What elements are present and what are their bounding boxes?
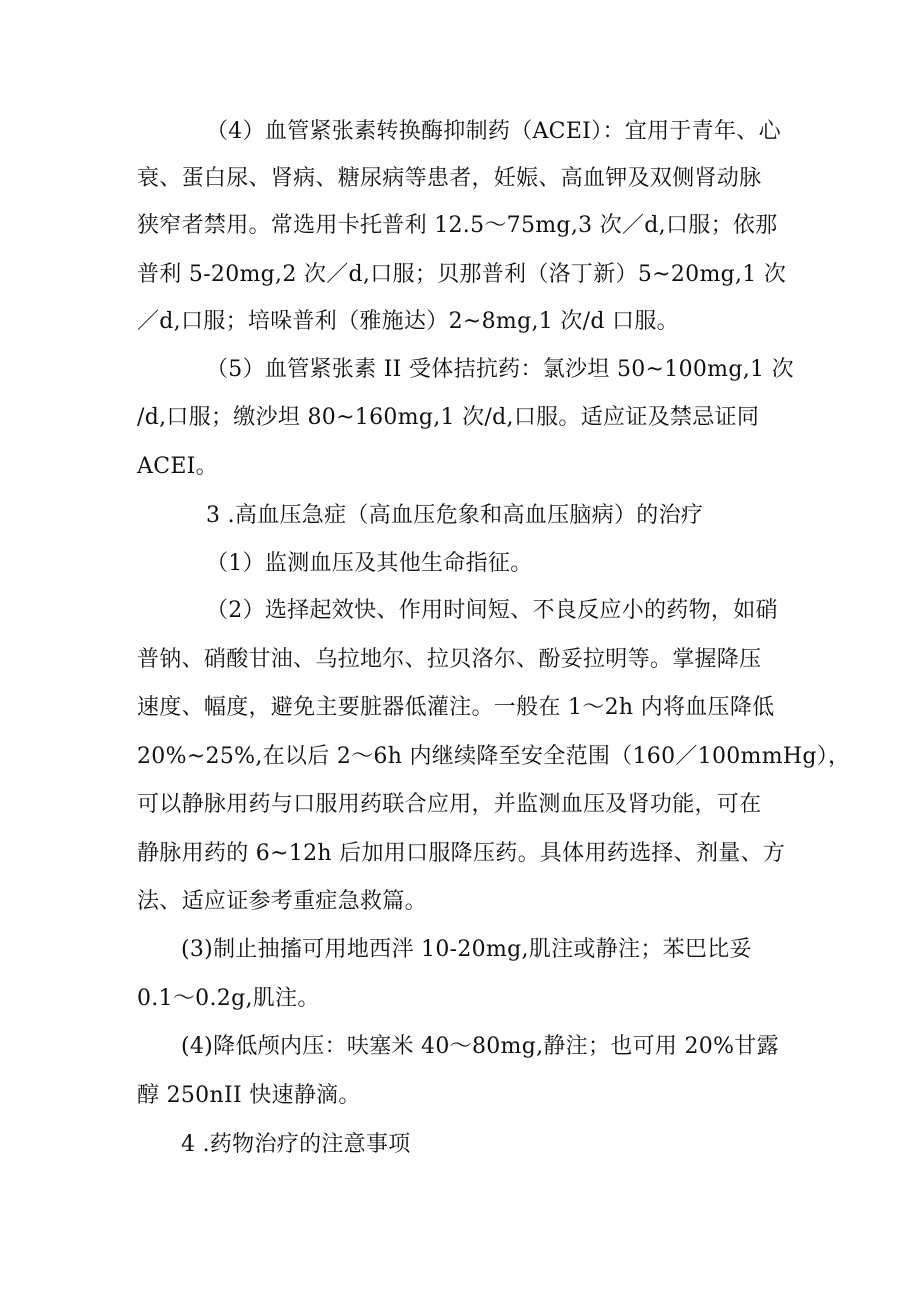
text-line: ／d,口服；培哚普利（雅施达）2~8mg,1 次/d 口服。 [137, 309, 679, 334]
text-line: 普钠、硝酸甘油、乌拉地尔、拉贝洛尔、酚妥拉明等。掌握降压 [137, 647, 762, 672]
text-line: ACEI。 [137, 454, 218, 479]
text-line: 普利 5-20mg,2 次／d,口服；贝那普利（洛丁新）5~20mg,1 次 [137, 262, 787, 287]
text-line: 静脉用药的 6~12h 后加用口服降压药。具体用药选择、剂量、方 [137, 841, 786, 866]
text-line: 速度、幅度，避免主要脏器低灌注。一般在 1～2h 内将血压降低 [137, 695, 775, 720]
section-heading: 3 .高血压急症（高血压危象和高血压脑病）的治疗 [206, 503, 704, 528]
text-line: /d,口服；缴沙坦 80~160mg,1 次/d,口服。适应证及禁忌证同 [137, 405, 760, 430]
text-line: （1）监测血压及其他生命指征。 [206, 551, 533, 576]
section-heading: 4 .药物治疗的注意事项 [181, 1132, 411, 1157]
text-line: （5）血管紧张素 II 受体拮抗药：氯沙坦 50~100mg,1 次 [206, 357, 794, 382]
text-line: 醇 250nII 快速静滴。 [137, 1083, 361, 1108]
text-line: （2）选择起效快、作用时间短、不良反应小的药物，如硝 [206, 598, 778, 623]
text-line: 20%~25%,在以后 2～6h 内继续降至安全范围（160／100mmHg）， [137, 744, 851, 769]
text-line: （4）血管紧张素转换酶抑制药（ACEI）：宜用于青年、心 [206, 119, 781, 144]
text-line: 0.1～0.2g,肌注。 [137, 986, 320, 1011]
text-line: 可以静脉用药与口服用药联合应用，并监测血压及肾功能，可在 [137, 792, 762, 817]
text-line: 衰、蛋白尿、肾病、糖尿病等患者，妊娠、高血钾及双侧肾动脉 [137, 166, 762, 191]
text-line: (4)降低颅内压：呋塞米 40～80mg,静注；也可用 20%甘露 [181, 1034, 779, 1059]
text-line: (3)制止抽搐可用地西泮 10-20mg,肌注或静注；苯巴比妥 [181, 937, 752, 962]
text-line: 狭窄者禁用。常选用卡托普利 12.5～75mg,3 次／d,口服；依那 [137, 213, 778, 238]
text-line: 法、适应证参考重症急救篇。 [137, 889, 427, 914]
